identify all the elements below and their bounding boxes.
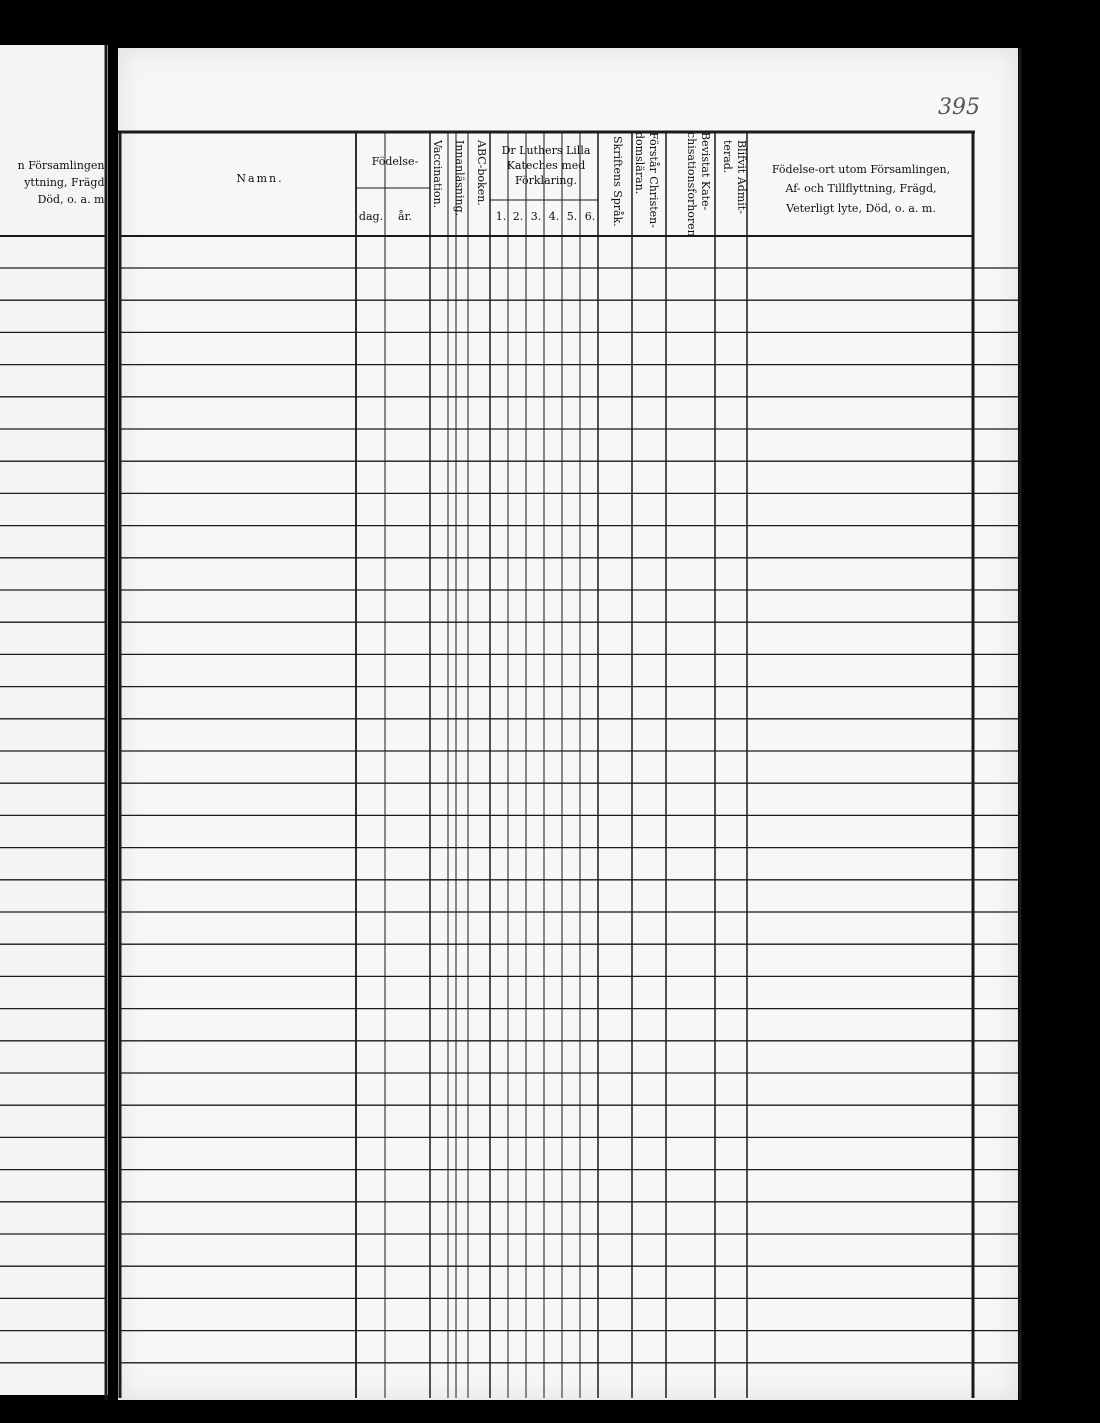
fodelseort-line-1: Födelse-ort utom Församlingen, [771,163,951,176]
header-forstar [633,132,661,228]
luther-title-line-3: Förklaring. [514,173,578,187]
bevistat-line-2: chisationsforhoren [685,132,699,237]
header-abc-boken: ABC-boken. [475,140,488,206]
luther-sub-3: 3. [530,210,542,223]
luther-sub-2: 2. [512,210,524,223]
luther-sub-6: 6. [584,210,596,223]
header-fodelseort [752,160,970,218]
blifvit-line-2: terad. [721,140,735,174]
left-header-line-2: yttning, Frägd, [24,176,108,190]
fodelseort-line-2: Af- och Tillflyttning, Frägd, [785,182,937,196]
blifvit-line-1: Blifvit Admit- [735,140,748,214]
bevistat-line-1: Bevistat Kate- [699,132,712,211]
luther-sub-1: 1. [495,210,507,223]
header-skriftens-sprak: Skriftens Språk. [611,136,624,227]
forstar-line-2: domsläran. [633,132,647,195]
left-header-line-1: n Församlingen, [17,159,108,172]
header-fodelse: Födelse- [371,155,419,168]
luther-sub-4: 4. [548,210,560,223]
header-fodelse-ar: år. [397,210,413,223]
header-innanlasning: Innanläsning. [453,140,466,217]
luther-title-line-2: Kateches med [506,158,586,172]
luther-title-line-1: Dr Luthers Lilla [501,144,591,157]
page-number: 395 [938,95,980,120]
header-luther-title [490,144,602,189]
header-bevistat [685,132,713,237]
header-vaccination: Vaccination. [431,140,444,209]
luther-sub-5: 5. [566,210,578,223]
left-header-line-3: Död, o. a. m. [37,193,108,207]
fodelseort-line-3: Veterligt lyte, Död, o. a. m. [786,201,936,215]
forstar-line-1: Förstår Christen- [647,132,660,228]
header-blifvit [721,140,749,214]
header-namn: Namn. [236,172,284,185]
header-fodelse-dag: dag. [358,210,384,223]
